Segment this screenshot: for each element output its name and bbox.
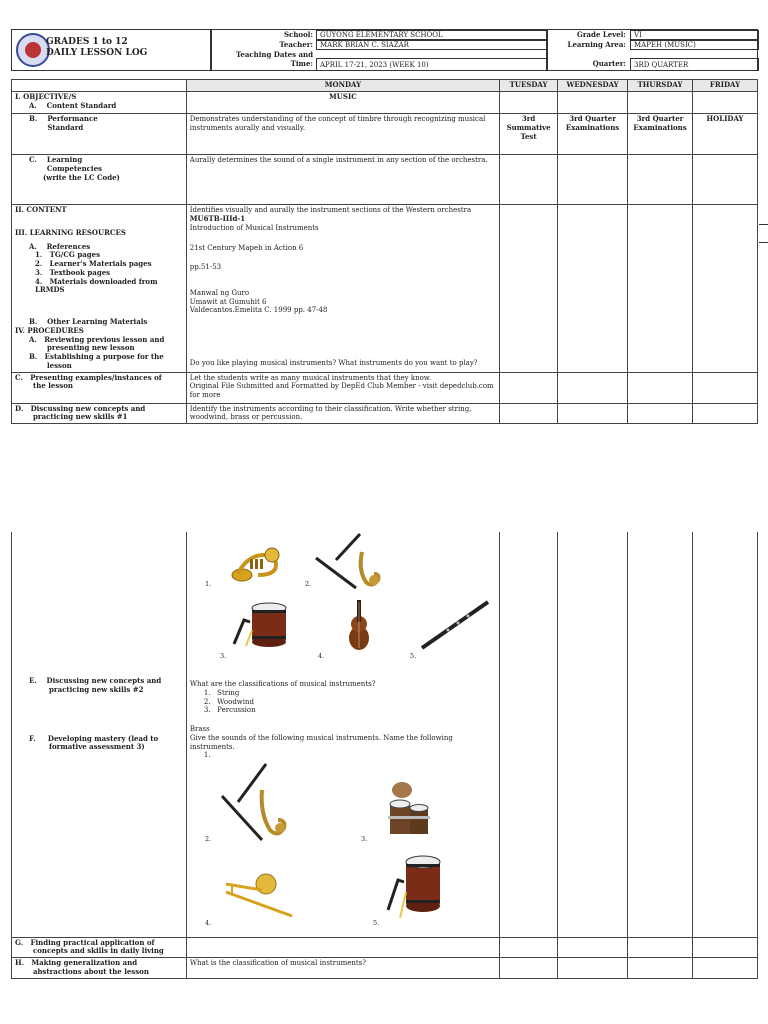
num-label: 5.: [373, 919, 380, 927]
title-line-1: GRADES 1 to 12: [46, 37, 128, 47]
proc-g-label: G. Finding practical application of concepts and skills in daily living: [12, 937, 187, 958]
clarinet-saxophone-icon: [312, 530, 384, 590]
dates-value: APRIL 17-21, 2023 (WEEK 10): [316, 58, 548, 71]
violin-icon: [344, 598, 374, 656]
lrmds-text-3: Valdecantos.Emelita C. 1999 pp. 47-48: [189, 306, 328, 315]
classification-question: What are the classifications of musical instruments?: [189, 680, 376, 688]
classification-list: [190, 689, 500, 715]
ref-text: 21st Century Mapeh in Action 6: [189, 244, 304, 253]
lc-text: Aurally determines the sound of a single instrument in any section of the orchestra.: [186, 155, 499, 205]
friday-header: FRIDAY: [693, 80, 758, 92]
mastery-question: Give the sounds of the following musical instruments. Name the following instruments.: [189, 733, 453, 751]
drum-icon: [230, 600, 290, 650]
content-resources-row: [12, 205, 758, 373]
num-label: 3.: [220, 652, 227, 660]
objectives-row: [12, 92, 758, 114]
proc-f-label: F. Developing mastery (lead to formative assessment 3): [29, 733, 159, 752]
other-materials-label: B. Other Learning Materials: [29, 317, 148, 326]
clarinet-saxophone-icon: [218, 760, 290, 842]
dates-label-1: Teaching Dates and: [235, 50, 313, 59]
proc-h-label: H. Making generalization and abstractions about the lesson: [12, 958, 187, 979]
proc-h-row: [12, 958, 758, 979]
ref-lrmds-label: 4. Materials downloaded from LRMDS: [35, 276, 158, 295]
euphonium-icon: [228, 545, 284, 585]
lrmds-text-1: Manwal ng Guro: [189, 288, 250, 297]
lesson-log-table: [11, 79, 758, 424]
list-item: 1. String: [203, 688, 240, 697]
thursday-activity: 3rd Quarter Examinations: [628, 114, 693, 155]
content-code: MU6TB-IIId-1: [189, 213, 246, 223]
oboe-icon: [418, 598, 494, 652]
deped-seal-icon: [16, 33, 50, 67]
trombone-icon: [222, 870, 296, 922]
proc-e-label: E. Discussing new concepts and practicing new skills #2: [29, 676, 162, 694]
content-label: II. CONTENT: [15, 205, 67, 214]
proc-c-text-2: Original File Submitted and Formatted by DepEd Club Member - visit depedclub.com for more: [189, 382, 494, 399]
proc-a-label: A. Reviewing previous lesson and presenting new lesson: [29, 334, 165, 353]
num-label: 4.: [318, 652, 325, 660]
proc-b-label: B. Establishing a purpose for the lesson: [29, 352, 164, 370]
grade-value: VI: [630, 30, 759, 40]
num-label: 2.: [305, 580, 312, 588]
teacher-value: MARK BRIAN C. SIAZAR: [316, 40, 548, 50]
perf-label-2: Standard: [47, 122, 84, 132]
num-label: 5.: [410, 652, 417, 660]
competencies-row: [12, 155, 758, 205]
content-text: Identifies visually and aurally the instrument sections of the Western orchestra: [189, 206, 472, 214]
area-value: MAPEH (MUSIC): [630, 40, 759, 50]
lrmds-text-2: Umawit at Gumuhit 6: [189, 297, 267, 306]
list-item: 2. Woodwind: [203, 697, 255, 706]
num-label: 1.: [205, 580, 212, 588]
proc-g-row: [12, 937, 758, 958]
proc-c-row: [12, 372, 758, 403]
ref-lm-label: 2. Learner's Materials pages: [35, 259, 152, 268]
title-line-2: DAILY LESSON LOG: [46, 48, 148, 58]
header-right-box: [547, 29, 758, 71]
wednesday-header: WEDNESDAY: [558, 80, 628, 92]
school-label: School:: [284, 30, 313, 39]
header-title-box: [11, 29, 211, 71]
num-label: 2.: [205, 835, 212, 843]
procedures-label: IV. PROCEDURES: [15, 325, 84, 335]
list-item: 3. Percussion: [203, 706, 256, 715]
performance-row: [12, 114, 758, 155]
num-label: 1.: [203, 751, 211, 760]
grade-label: Grade Level:: [576, 30, 626, 39]
num-label: 4.: [205, 919, 212, 927]
references-label: A. References: [29, 241, 91, 251]
lc-label-2: Competencies: [46, 163, 102, 173]
day-header-row: [12, 80, 758, 92]
resources-label: III. LEARNING RESOURCES: [15, 227, 126, 237]
ref-textbook-label: 3. Textbook pages: [35, 267, 111, 277]
brass-text: Brass: [189, 725, 210, 733]
monday-subject: MUSIC: [186, 92, 499, 114]
proc-c-label: C. Presenting examples/instances of the lesson: [12, 372, 187, 403]
lc-label-1: Learning: [46, 155, 83, 164]
teacher-label: Teacher:: [279, 40, 313, 49]
quarter-label: Quarter:: [592, 59, 626, 68]
tuesday-activity: 3rd Summative Test: [500, 114, 558, 155]
generalization-text: What is the classification of musical instruments?: [186, 958, 500, 979]
bongo-drums-icon: [384, 778, 434, 840]
proc-d-label: D. Discussing new concepts and practicing new skills #1: [12, 403, 187, 424]
lc-letter: C.: [29, 155, 37, 164]
perf-label-1: Performance: [47, 114, 98, 123]
thursday-header: THURSDAY: [628, 80, 693, 92]
tuesday-header: TUESDAY: [500, 80, 558, 92]
perf-letter: B.: [29, 114, 38, 123]
content-title: Introduction of Musical Instruments: [189, 223, 319, 232]
content-standard-label: A. Content Standard: [29, 100, 117, 110]
school-value: GUYONG ELEMENTARY SCHOOL: [316, 30, 548, 40]
friday-activity: HOLIDAY: [693, 114, 758, 155]
num-label: 3.: [361, 835, 368, 843]
proc-d-text: Identify the instruments according to their classification. Write whether string, woodwind, brass or percussion.: [186, 403, 499, 424]
ref-tg-label: 1. TG/CG pages: [35, 250, 101, 260]
area-label: Learning Area:: [567, 40, 626, 49]
header-mid-box: [211, 29, 547, 71]
purpose-text: Do you like playing musical instruments? What instruments do you want to play?: [189, 359, 478, 367]
ref-lm-text: pp.51-53: [189, 263, 222, 271]
drum-icon: [384, 852, 444, 922]
margin-mark: [759, 224, 768, 225]
wednesday-activity: 3rd Quarter Examinations: [558, 114, 628, 155]
lc-label-3: (write the LC Code): [43, 172, 120, 182]
dates-label-2: Time:: [290, 59, 313, 68]
objectives-label: I. OBJECTIVE/S: [15, 92, 77, 101]
proc-c-text-1: Let the students write as many musical instruments that they know.: [189, 373, 432, 382]
margin-mark: [759, 242, 768, 243]
proc-d-row: [12, 403, 758, 424]
monday-header: MONDAY: [186, 80, 499, 92]
perf-text: Demonstrates understanding of the concept of timbre through recognizing musical instruments aurally and visually.: [186, 114, 499, 155]
quarter-value: 3RD QUARTER: [630, 58, 759, 71]
